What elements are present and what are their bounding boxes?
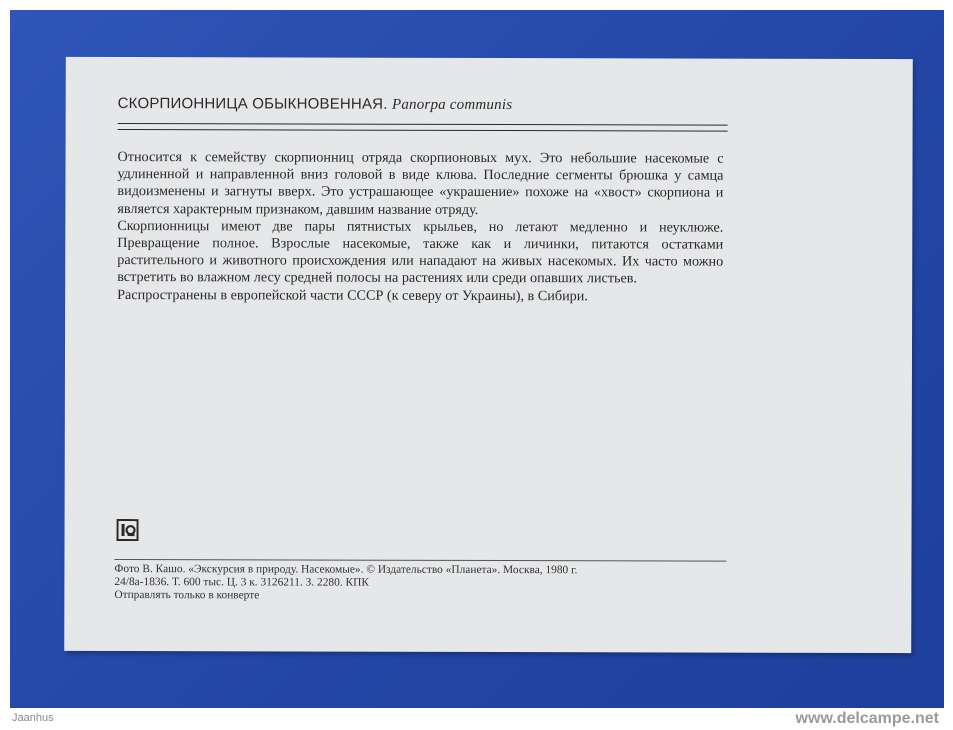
footer-rule [114, 559, 726, 562]
paragraph-family: Относится к семейству скорпионниц отряда скорпионовых мух. Это небольшие насекомые с удлиненной и направленной вниз головой в виде клюва. Последние сегменты брюшка у самца видоизменены и загнуты вверх. Это устрашающее «украшение» похоже на «хвост» скорпиона и является характерным признаком, давшим название отряду. [117, 149, 724, 218]
title-latin: Panorpa communis [391, 96, 513, 114]
title-russian: СКОРПИОННИЦА ОБЫКНОВЕННАЯ. [117, 95, 388, 113]
postcard-back [64, 57, 913, 653]
publisher-logo-icon [117, 519, 139, 541]
paragraph-wings: Скорпионницы имеют две пары пятнистых крыльев, но летают медленно и неуклюже. Превращение полное. Взрослые насекомые, также как и личинки, питаются остатками растительного и животного происхождения или нападают на живых насекомых. Их часто можно встретить во влажном лесу средней полосы на растениях или среди опавших листьев. [117, 217, 724, 287]
imprint-footer [114, 563, 734, 604]
description-text [117, 149, 723, 305]
blue-background [10, 10, 944, 708]
footer-line-credits: Фото В. Кашо. «Экскурсия в природу. Насекомые». © Издательство «Планета». Москва, 1980 г. [114, 563, 578, 577]
watermark-seller: Jaanhus [12, 712, 54, 724]
watermark-site: www.delcampe.net [795, 710, 939, 727]
card-title [118, 95, 728, 115]
paragraph-range: Распространены в европейской части СССР (к северу от Украины), в Сибири. [117, 286, 588, 304]
footer-line-print-info: 24/8а-1836. Т. 600 тыс. Ц. 3 к. 3126211. З. 2280. КПК [114, 576, 369, 589]
title-double-rule [118, 123, 728, 132]
footer-line-mailing-note: Отправлять только в конверте [114, 589, 260, 602]
